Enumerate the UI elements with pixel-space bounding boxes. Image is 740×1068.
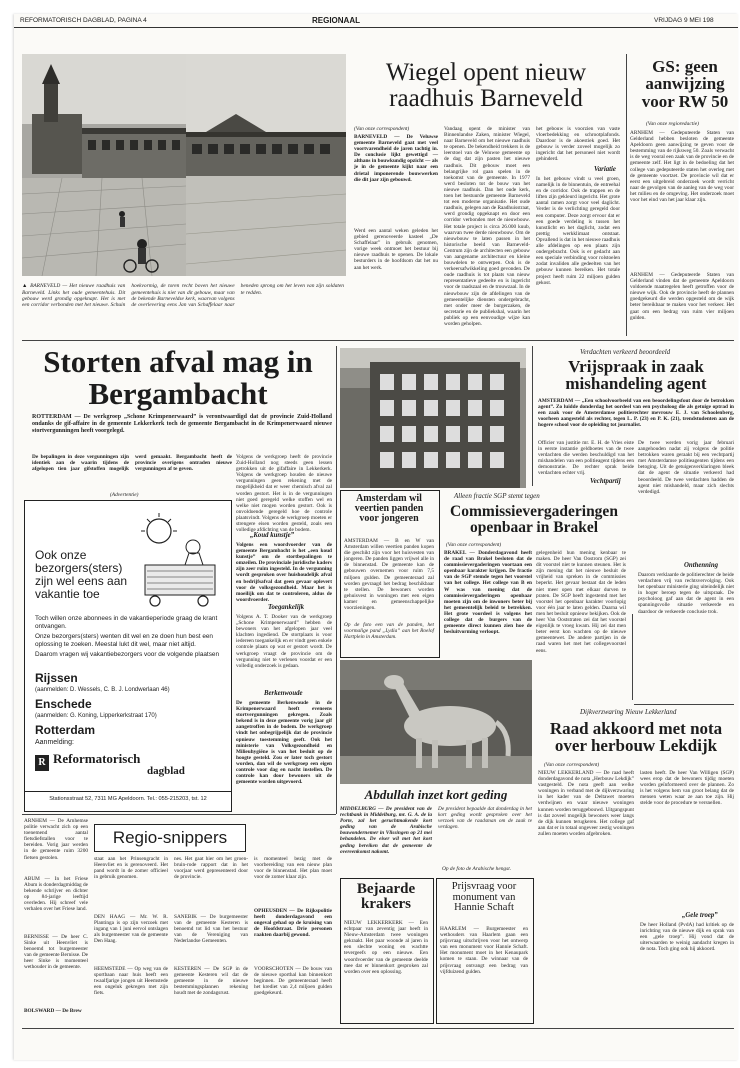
header-left: REFORMATORISCH DAGBLAD, PAGINA 4 — [20, 17, 147, 24]
rd-logo: R Reformatorisch dagblad — [35, 749, 195, 779]
storten-body-2: Volgens een woordvoerder van de gemeente Bergambacht is het „een koud kunstje” om de stortbepalingen te omzeilen. De provinciale juridische kaders zijn zeer ruim ingesteld. In de vergunning wordt gesproken over huishoudelijk afval en bedrijfsafval dat geen gevaar oplevert voor de volksgezondheid. Maar het is moeilijk om dat te controleren, aldus de woordvoerder. — [236, 542, 332, 603]
ad-place-rijssen: Rijssen — [35, 671, 78, 685]
arabian-horse-photo — [340, 660, 532, 784]
page-header — [14, 14, 738, 28]
dijk-body-3: De heer Holland (PvdA) had kritiek op de inrichting van de nieuwe dijk en sprak van een „gele troep”. Hij vond dat de uiterwaarden te weinig aandacht kregen in de nota. Toch ging ook hij akkoord. — [640, 922, 734, 953]
ad-place-rotterdam: Rotterdam — [35, 723, 96, 737]
bezorger-illustration — [137, 513, 225, 607]
ad-text: Toch willen onze abonnees in de vakantieperiode graag de krant ontvangen. Onze bezorgers(sters) wenten dit wel en ze doen hun best een oplossing te zoeken. Meestal lukt dit wel, maar niet altijd. Daarom vragen wij vakantiebezorgers voor de volgende plaatsen — [35, 615, 220, 659]
amsterdam-building-photo — [340, 348, 526, 488]
vrijspraak-kicker: Verdachten verkeerd beoordeeld — [580, 348, 671, 356]
dijk-body: NIEUW LEKKERLAND — De raad heeft donderdagavond de nota „Herbouw Lekdijk” vastgesteld. De nota geeft aan welke woningen in verband met de dijkverzwaring in het kader van de Deltawet moeten verdwijnen en waar nieuwe woningen kunnen worden teruggebouwd. Uitgangspunt is dat zoveel mogelijk bewoners weer langs de dijk kunnen terugkeren. Het college gaf aan dat er in totaal ongeveer zestig woningen zullen moeten worden afgebroken. — [538, 770, 634, 837]
dijk-kicker: Dijkverzwaring Nieuw Lekkerland — [580, 708, 677, 716]
wiegel-credit: (Van onze correspondent) — [354, 126, 410, 132]
snippers-col3c: KESTEREN — De SGP in de gemeente Kesteren wil dat de gemeente in de nieuwe bestemmingsplannen rekening houdt met de zondagsrust. — [174, 966, 248, 997]
raadhuis-photo-wide — [186, 54, 346, 276]
gs-headline: GS: geen aanwijzing voor RW 50 — [641, 57, 729, 111]
snippers-col1c: BERNISSE — De heer C. Sinke uit Heenvliet is benoemd tot burgemeester van de gemeente Bernisse. De heer Sinke is momenteel wethouder in de gemeente. — [24, 934, 88, 971]
snippers-col4: is momenteel bezig met de voorbereiding van een nieuw plan voor de binnenstad. Het plan moet voor de zomer klaar zijn. — [254, 856, 332, 881]
sgp-body-2: gelegenheid hun mening kenbaar te maken. De heer Van Oostrom (SGP) zei dit voorstel niet te kunnen steunen. Het is zijn mening dat het nieuwe besluit de vrijheid van spreken in de commissies beperkt. Het gevaar bestaat dat de leden niet meer open met elkaar durven te praten. De SGP heeft ingestemd met het voorstel het openbaar karakter voorlopig voor één jaar te laten gelden. Daarna wil men het besluit opnieuw bekijken. Ook de heer Van Ooststraten zei dat het voorstel eigenlijk te vroeg kwam. Hij zei dat men beter eerst kon wachten op de nieuwe gemeentewet. De andere partijen in de raad waren het met het collegevoorstel eens. — [536, 550, 626, 654]
vrijspraak-body-3: Daarom verklaarde de politierechter de beide verdachten vrij van rechtsvervolging. Ook het openbaar ministerie ging uiteindelijk niet in hoger beroep tegen de uitspraak. De psycholoog gaf aan dat de agent in een spanningsvolle situatie verkeerde en daardoor de verkeerde conclusie trok. — [638, 572, 734, 615]
storten-subhead-2: Toegankelijk — [268, 604, 304, 611]
ad-kicker: (Advertentie) — [110, 492, 139, 498]
bejaarde-body: NIEUW LEKKERKERK — Een echtpaar van zeventig jaar heeft in Nieuw-Amsterdam twee woningen gekraakt. Het paar woonde al jaren in een slechte woning en wachtte tevergeefs op een nieuwe. Een woordvoerder van de gemeente deelde mee dat er binnenkort gesproken zal worden over een oplossing. — [344, 920, 428, 975]
storten-lead: ROTTERDAM — De werkgroep „Schone Krimpenerwaard” is verontwaardigd dat de provincie Zuid-Holland ondanks de gif-affaire in de gemeente Lekkerkerk toch de gemeente Bergambacht in de Krimpenerwaard nieuwe stortvergunningen heeft voorgelegd. — [32, 414, 332, 434]
storten-headline: Storten afval mag in Bergambacht — [43, 344, 313, 411]
dijk-body-2: lasten heeft. De heer Van Willigen (SGP) wees erop dat de bewoners tijdig moeten worden geïnformeerd over de plannen. Zo is het volgens hem van groot belang dat de mensen weten waar ze aan toe zijn. Hij stelde voor de procedure te versnellen. — [640, 770, 734, 807]
gs-body-2: ARNHEM — Gedeputeerde Staten van Gelderland vinden dat de gemeente Apeldoorn voldoende maatregelen heeft getroffen voor de nieuwe wijk. Ook de provincie heeft de plannen goedgekeurd die werden opgesteld om de wijk beter bereikbaar te maken voor het verkeer. Het gaat om een bedrag van ruim vier miljoen gulden. — [630, 272, 734, 321]
snippers-col1b: ABUM — In het Friese Abum is donderdagmiddag de bekende schrijver en dichter op 84-jarige leeftijd overleden. Hij schreef vele verhalen over het Friese land. — [24, 876, 88, 913]
wiegel-subhead: Variatie — [594, 166, 616, 173]
rd-logo-mark-icon: R — [35, 755, 49, 771]
vrijspraak-body: Officier van justitie mr. E. H. de Vries eiste in eerste instantie geldboetes van de twee verdachten die werden beschuldigd van het mishandelen van een politieagent tijdens een demonstratie. De rechter sprak beide verdachten echter vrij. — [538, 440, 634, 477]
wiegel-body-2: het gebouw is voorzien van vaste vloerbedekking en schrootplafonds. Daardoor is de akoestiek goed. Het gebouw is verder zoveel mogelijk zo ingericht dat het personeel niet wordt gehinderd. — [536, 126, 620, 163]
snippers-col1d: BOLSWARD — De Brew — [24, 1008, 82, 1014]
storten-subhead-1: „Koud kunstje” — [250, 532, 295, 539]
prijsvraag-body: HAARLEM — Burgemeester en wethouders van Haarlem gaan een prijsvraag uitschrijven voor het ontwerp van een monument voor Hannie Schaft. Het monument moet in het Kenaupark komen te staan. De winnaar van de prijsvraag ontvangt een bedrag van vijfduizend gulden. — [440, 926, 528, 975]
prijsvraag-headline: Prijsvraag voor monument van Hannie Schaft — [451, 881, 517, 914]
vrijspraak-headline: Vrijspraak in zaak mishandeling agent — [565, 357, 707, 394]
abdullah-headline: Abdullah inzet kort geding — [364, 787, 508, 802]
sgp-kicker: Alleen fractie SGP stemt tegen — [454, 492, 540, 500]
sgp-credit: (Van onze correspondent) — [446, 542, 502, 548]
storten-body: Volgens de werkgroep heeft de provincie Zuid-Holland nog steeds geen lessen getrokken uit de gifaffaire in Lekkerkerk. Volgens de werkgroep houden de nieuwe vergunningen geen rekening met de mogelijkheid dat er weer chemisch afval zal worden gestort. Het is in de vergunningen niet goed geregeld welke stoffen wel en welke niet mogen worden gestort. Ook is onvoldoende geregeld hoe de controle plaatsvindt. Volgens de werkgroep moeten er strengere eisen worden gesteld, zoals een volledige afdichting van de bodem. — [236, 454, 332, 534]
snippers-col4c: VOORSCHOTEN — De bouw van de nieuwe sporthal kan binnenkort beginnen. De gemeenteraad heeft het krediet van 2,4 miljoen gulden goedgekeurd. — [254, 966, 332, 997]
bejaarde-headline: Bejaarde krakers — [356, 881, 416, 913]
ad-footer: Stationsstraat 52, 7311 MG Apeldoorn. Tel.: 055-215203, tst. 12 — [25, 791, 231, 802]
ad-address-rijssen: (aanmelden: D. Wessels, C. B. J. Londwerlaan 46) — [35, 687, 170, 693]
snippers-col2b: DEN HAAG — Mr. W. R. Plantinga is op zijn verzoek met ingang van 1 juni eervol ontslagen als burgemeester van de gemeente Den Haag. — [94, 914, 168, 945]
header-date: VRIJDAG 9 MEI 198 — [654, 17, 714, 24]
ad-aanmelding: Aanmelding: — [35, 739, 74, 746]
dijk-subhead: „Gele troep” — [682, 912, 718, 919]
bezorgers-advertisement — [24, 500, 232, 812]
wiegel-lead-2: Werd een aantal weken geleden het gebied gerenoveerde kasteel „De Schaffelaar” in gebruik genomen, vorige week ontmoet het bestuur bij nieuwe raadhuis te openen. De lokale besturders in de hoofdsom dat het nu aan het werk. — [354, 228, 438, 271]
vrijspraak-body-2: De twee werden vorig jaar februari aangehouden nadat zij volgens de politie betrokken waren geraakt bij een vechtpartij met Amsterdamse politieagenten tijdens een betoging. Uit de getuigenverklaringen bleek dat de agent de situatie verkeerd had beoordeeld. De twee verdachten hadden de agent niet mishandeld, maar zich slechts verdedigd. — [638, 440, 734, 495]
raadhuis-photo — [22, 54, 186, 276]
dijk-headline: Raad akkoord met nota over herbouw Lekdijk — [549, 719, 723, 756]
snippers-col1: ARNHEM — De Arnhemse politie verwacht zich op een toenemend aantal fietsdiefstallen voor te bereiden. Vorig jaar werden in de gemeente ruim 3200 fietsen gestolen. — [24, 818, 88, 861]
wiegel-body-3: In het gebouw vindt u veel groen, namelijk in de binnentuin, de entreehal en de corridor. Ook de trappen en de liften zijn gekleurd ingericht. Het grote aantal ramen zorgt voor veel daglicht. Verder is de verlichting geregeld door een computer. Deze zorgt ervoor dat er een goede verdeling is tussen het kunstlicht en het daglicht, zodat een prettig werkklimaat ontstaat. Opvallend is dat in het nieuwe raadhuis alle afdelingen op een plaats zijn ondergebracht. Ook is er gedacht aan een speciale verbinding voor rolstoelen zodat invaliden alle gedeelten van het gebouw kunnen bereiken. Het totale project heeft ruim 22 miljoen gulden gekost. — [536, 176, 620, 286]
wiegel-body: Vandaag opent de minister van Binnenlandse Zaken, minister Wiegel, naar Barneveld om het nieuwe raadhuis te openen. De bekendheid trekkers is de leerstoel van de Veluwse gemeente op de dag dat zijn pasten het nieuwe raadhuis. Dit gebouw moet een belangrijke rol gaan spelen in de toekomst van de gemeente. In 1977 werd besloten tot de bouw van het nieuwe raadhuis. Dan het oude kerk, toen het bestuurde gemeente Barneveld tot een moderne organisatie. Het oude raadhuis, gelegen aan de Raadhuisstraat, werd grondig opgeknapt en door een corridor verbonden met de nieuwbouw. Het totale project is circa 26.000 kuub, waarvan twee derde nieuwbouw. Om de nieuwbouw te laten passen in het historische beeld van Barneveld-Centrum zijn de architecten een gebouw van aangename architectuur en kleine bouwdelen te ontwerpen. Ook is de verkeersafwikkeling goed gevonden. De oude raadhuis is tot plaats van nieuw representatieve gedeelte en is ingericht voor de raadszaal en de trouwzaal. In de nieuwbouw zijn de afdelingen van de gemeentelijke diensten ondergebracht, met onder meer de burgerzaken, de secretarie en de publiekshal, waarin het publiek op een eenvoudige wijze kan worden geholpen. — [444, 126, 530, 327]
vrijspraak-subhead-1: Vechtpartij — [590, 478, 621, 485]
storten-body-4: De gemeente Berkenwoude in de Krimpenerwaard heeft eveneens stortvergunningen gekregen. Zoals bekend is in deze gemeente vorig jaar gif aangetroffen in de bodem. De werkgroep vindt het onbegrijpelijk dat de provincie opnieuw toestemming geeft. Ook het ministerie van Volksgezondheid en Milieuhygiëne is van het besluit op de hoogte gesteld. Zou er later toch gestort worden, dan wil de werkgroep een eigen controle voor dag en nacht instellen. De controle kan door bewoners uit de gemeente worden uitgevoerd. — [236, 700, 332, 786]
sgp-headline: Commissievergaderingen openbaar in Brakel — [450, 503, 618, 536]
gs-body: ARNHEM — Gedeputeerde Staten van Gelderland hebben besloten de gemeente Apeldoorn geen aanwijzing te geven voor de bestemming van de rijksweg 50. Zoals verwacht is de weg vooral een zaak van de provincie en de gemeente zelf. Het ligt in de bedoeling dat het college van gedeputeerde staten het overleg met de gemeente voortzet. De provincie wil dat er eerst een uitgebreid onderzoek wordt verricht naar de gevolgen van de aanleg van de weg voor het milieu en de omgeving. Het onderzoek moet voor het eind van het jaar klaar zijn. — [630, 130, 734, 204]
amsterdam-body-2: Op de foto een van de panden, het voormalige pand „Lydia” aan het Roelof Hartplein in Amsterdam. — [344, 622, 434, 641]
regio-snippers-title: Regio-snippers — [94, 824, 246, 852]
snippers-col2: staat aan het Prinsengracht in Heenvliet en is gerenoveerd. Het pand wordt in de zomer officieel in gebruik genomen. — [94, 856, 168, 881]
ad-headline: Ook onze bezorgers(sters) zijn wel eens aan vakantie toe — [35, 548, 128, 601]
newspaper-page — [14, 14, 738, 1060]
storten-body-3: Volgens A. T. Dooker van de werkgroep „Schone Krimpenerwaard” hebben de bewoners van het afgelopen jaar veel klachten ingediend. De stortplaats is voor iedereen toegankelijk en er vindt geen enkele controle plaats op wat er gestort wordt. De werkgroep vraagt de provincie om de vergunning niet te verlenen voordat er een volledig onderzoek is gedaan. — [236, 614, 332, 669]
vrijspraak-lead: AMSTERDAM — „Een schoolvoorbeeld van een beoordelingsfout door de betrokken agent”. Zo luidde donderdag het oordeel van een psycholoog die als getuige optrad in een zaak voor de Amsterdamse politierechter mevrouw E. J. van Schoolenberg, voorheen aangesteld als rechter, tegen L. P. (23) en P. K. (21), trendstudenten aan de hogere school voor de opleiding tot journalist. — [538, 398, 734, 429]
snippers-col4b: OPHEUSDEN — De Rijkspolitie heeft donderdagavond een ongeval gehad op de kruising van de Hoofdstraat. Drie personen raakten daarbij gewond. — [254, 908, 332, 939]
wiegel-lead: BARNEVELD — De Veluwse gemeente Barneveld gaat met veel voortvarendheid de jaren tachtig in. De conclusie lijkt gewettigd — althans in bouwkundig opzicht — als je in de gemeente kijkt naar een drietal imponerende bouwwerken die dit jaar zijn gebouwd. — [354, 134, 438, 183]
amsterdam-body: AMSTERDAM — B en W van Amsterdam willen veertien panden kopen die geschikt zijn voor het huisvesten van jongeren. De panden liggen vrijwel alle in de binnenstad. De gemeente kan de gebouwen overnemen voor ruim 7,5 miljoen gulden. De gemeenteraad zal worden gevraagd het bedrag beschikbaar te stellen. De bewoners worden gehuisvest in woningen met een eigen kamer en gemeenschappelijke voorzieningen. — [344, 538, 434, 612]
sgp-body: BRAKEL — Donderdagavond heeft de raad van Brakel besloten dat de commissievergaderingen voortaan een openbaar karakter krijgen. De fractie van de SGP stemde tegen het voorstel van het college. Het college van B en W was van mening dat de commissievergaderingen openbaar moeten zijn om de inwoners beter bij het gemeentelijk beleid te betrekken. Het grote voordeel is volgens het college dat de burgers van de gemeente direct kunnen zien hoe de besluitvorming verloopt. — [444, 550, 532, 636]
gs-credit: (Van onze regioredactie) — [646, 121, 699, 127]
dijk-credit: (Van onze correspondent) — [544, 762, 600, 768]
snippers-col3b: SANEBIK — De burgemeester van de gemeente Kesteren is benoemd tot lid van het bestuur van de Vereniging van Nederlandse Gemeenten. — [174, 914, 248, 945]
raadhuis-caption: ▲ BARNEVELD — Het nieuwe raadhuis van Barneveld. Links het oude gemeentehuis. Dit gebouw werd grondig opgeknapt. Het is met een corridor verbonden met het nieuwe. Schuin hoekvormig, de toren recht boven het nieuwe gemeentehuis is niet van dit gebouw, maar van de bekende Barneveldse kerk, waarvan volgens de overlevering eens Jan van Schaffelaar naar beneden sprong om het leven van zijn soldaten te redden. — [22, 283, 344, 308]
storten-lead-2: De bepalingen in deze vergunningen zijn identiek aan de waarin tijdens de afgelopen tien jaar gifstoffen mogelijk werd gemaakt. Bergambacht heeft de provincie overigens ontraden nieuwe vergunningen af te geven. — [32, 454, 232, 473]
snippers-col3: nes. Het gaat hier om het groen-bruin-rode rapport dat in het voorjaar werd gepresenteerd door de provincie. — [174, 856, 248, 881]
ad-address-enschede: (aanmelden: G. Koning, Lipperkerkstraat 170) — [35, 713, 157, 719]
abdullah-photo-caption: Op de foto de Arabische hengst. — [442, 866, 512, 872]
storten-subhead-3: Berkenwoude — [264, 690, 303, 697]
abdullah-lead-2: De president bepaalde dat donderdag in het kort geding wordt gesproken over het verzoek van de raadsman om de zaak te verdagen. — [438, 806, 532, 831]
ad-place-enschede: Enschede — [35, 697, 92, 711]
wiegel-headline: Wiegel opent nieuw raadhuis Barneveld — [385, 59, 587, 112]
header-section: REGIONAAL — [312, 16, 360, 25]
snippers-col2c: HEEMSTEDE — Op weg van de sportbaan naar huis heeft een twaalfjarige jongen uit Heemstede een ongeluk gekregen met zijn fiets. — [94, 966, 168, 997]
amsterdam-headline: Amsterdam wil veertien panden voor jongeren — [354, 493, 424, 525]
abdullah-lead: MIDDELBURG — De president van de rechtbank in Middelburg, mr. G. A. de la Porte, zal het geruchtmakende kort geding van de Arabische bouwondernemer in Vlissingen op 21 mei behandelen. De eiser wil met het kort geding bereiken dat de gemeente de overeenkomst nakomt. — [340, 806, 432, 855]
vrijspraak-subhead-2: Onthenning — [684, 562, 719, 569]
